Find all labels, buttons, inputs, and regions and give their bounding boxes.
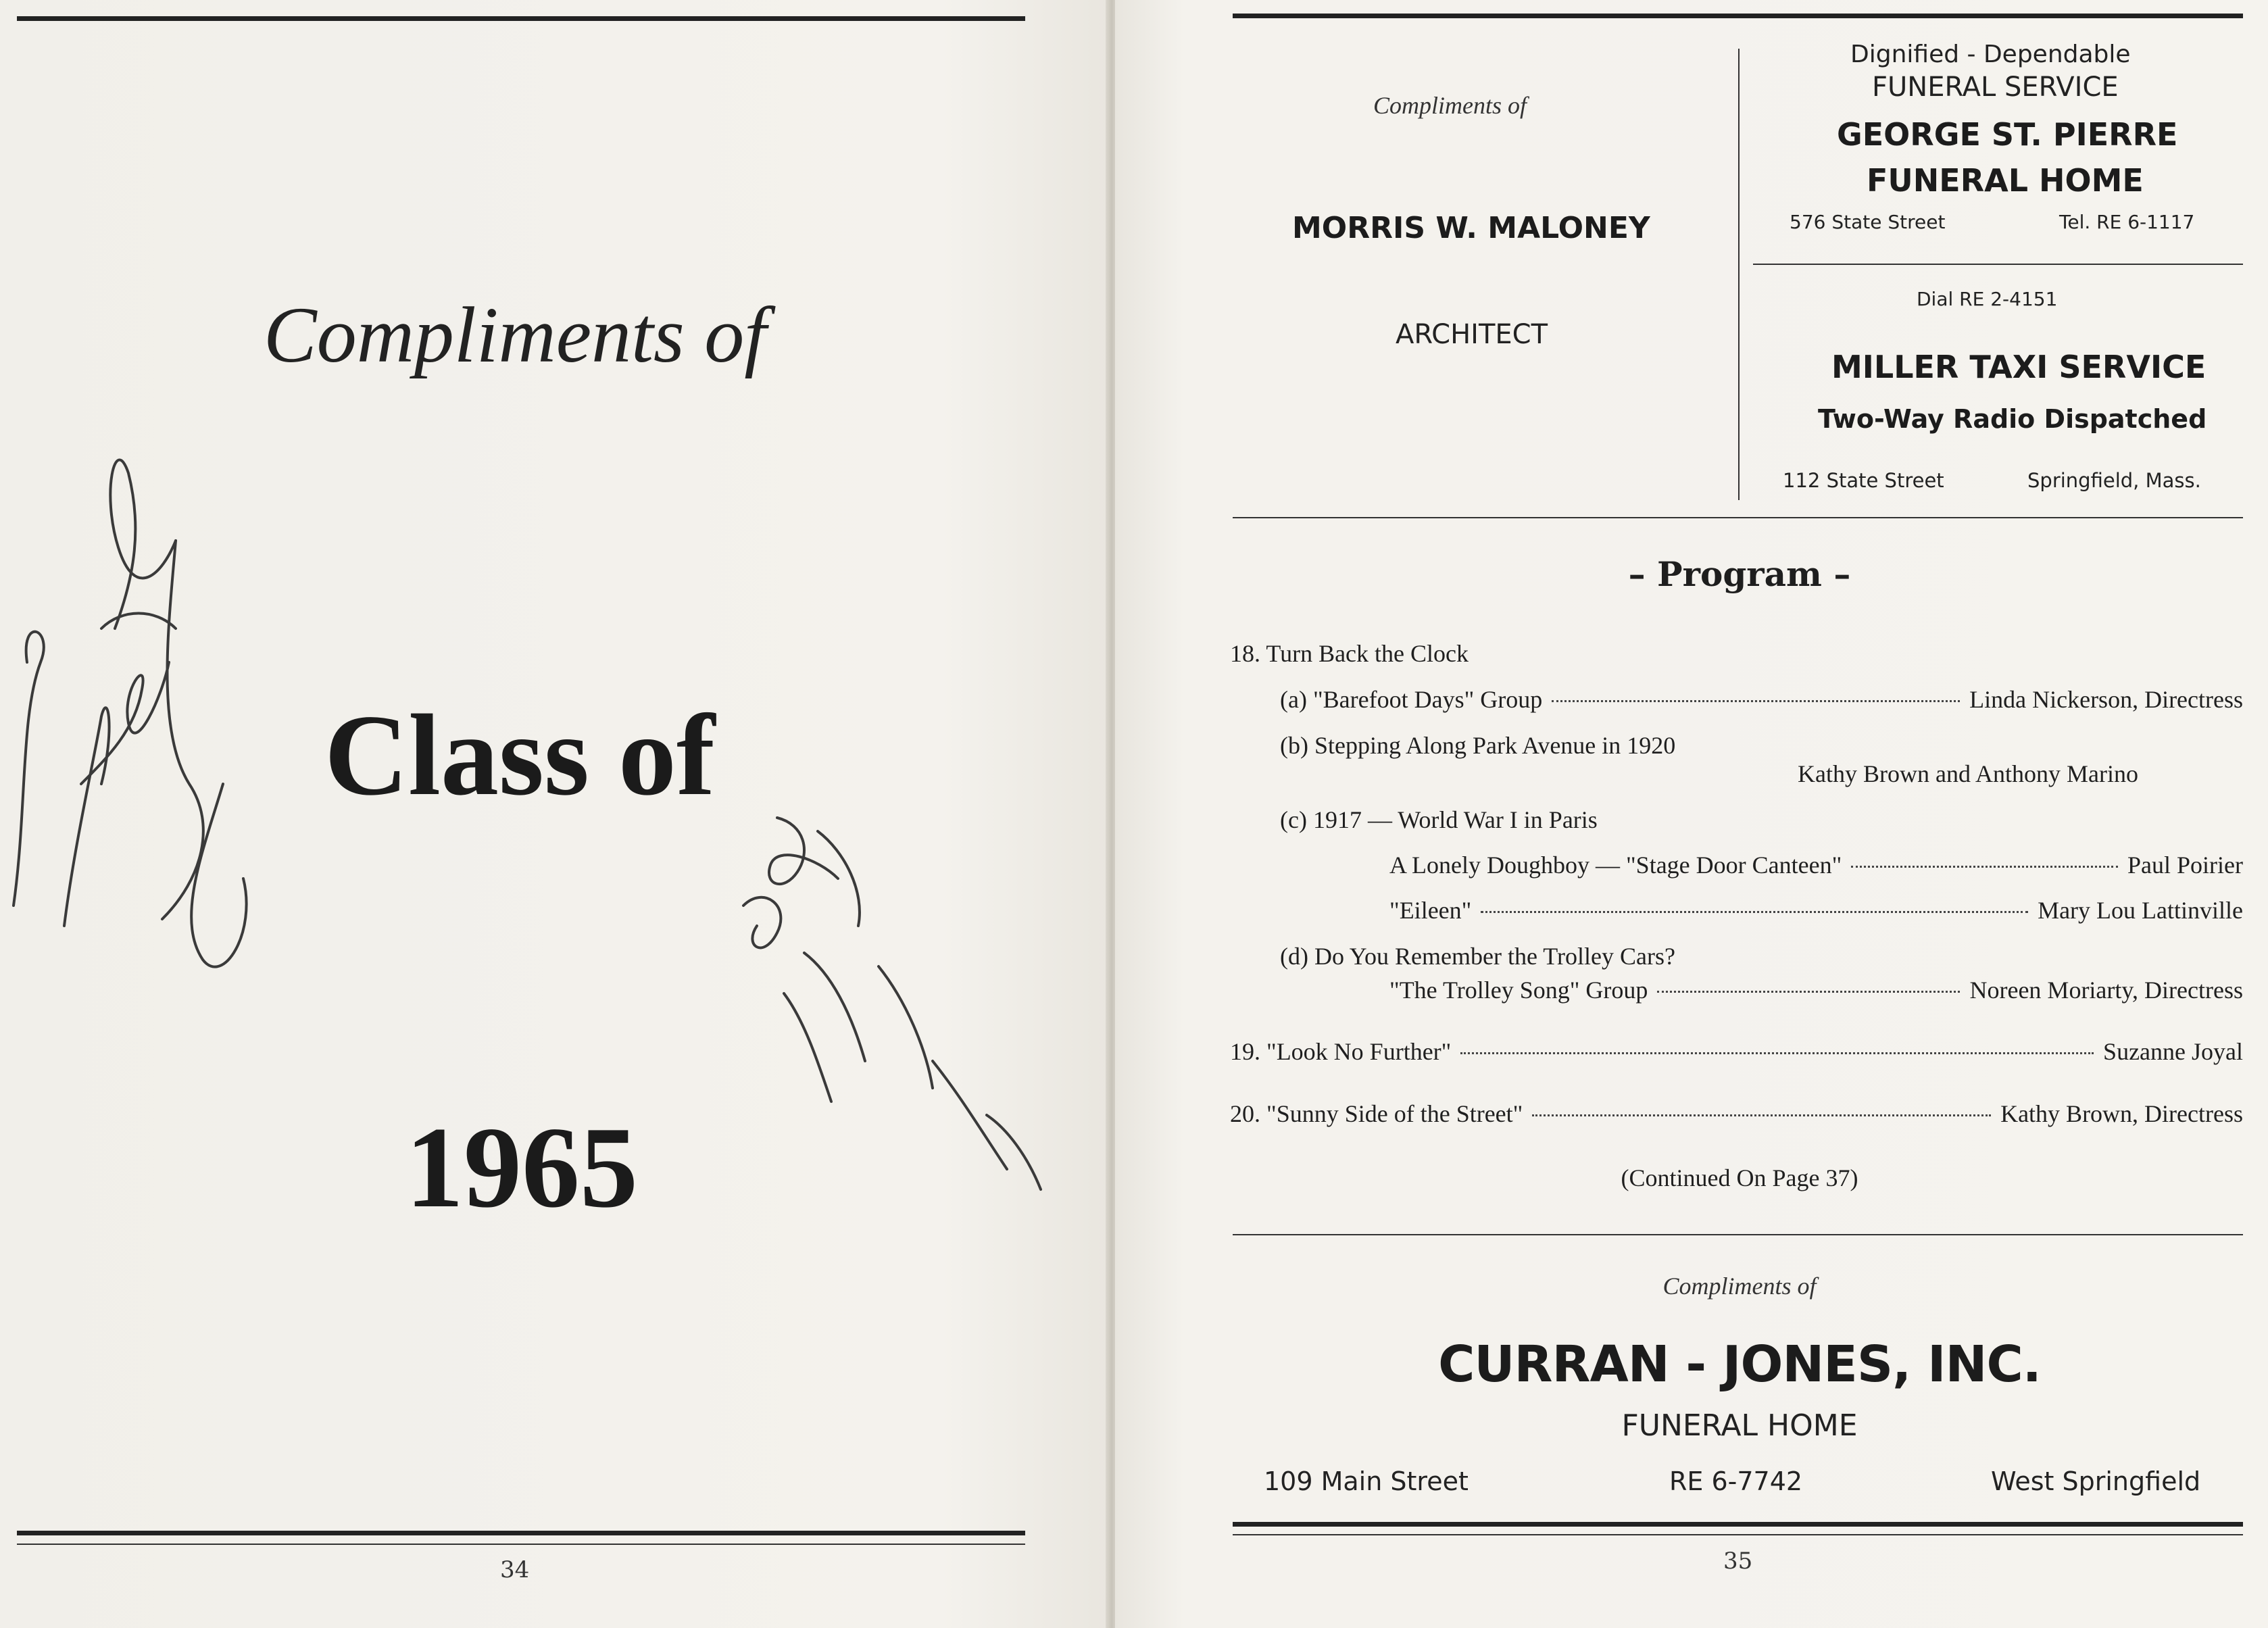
class-of-heading: Class of	[324, 691, 716, 820]
miller-name: MILLER TAXI SERVICE	[1831, 349, 2207, 385]
top-rule	[1233, 14, 2243, 18]
st-pierre-phone: Tel. RE 6-1117	[2059, 211, 2195, 233]
dot-leader	[1657, 991, 1960, 993]
program-item-performer: Linda Nickerson, Directress	[1969, 686, 2243, 713]
ad-separator	[1753, 264, 2243, 265]
program-item-18b-performer: Kathy Brown and Anthony Marino	[1798, 760, 2138, 787]
bottom-rule	[17, 1531, 1025, 1535]
program-item-18d-1	[1389, 976, 2243, 1004]
st-pierre-name-line1: GEORGE ST. PIERRE	[1837, 116, 2178, 153]
program-item-18b: (b) Stepping Along Park Avenue in 1920	[1280, 732, 1676, 759]
compliments-heading: Compliments of	[264, 291, 767, 379]
program-item-performer: Kathy Brown, Directress	[2000, 1100, 2243, 1127]
top-rule	[17, 16, 1025, 21]
program-item-performer: Noreen Moriarty, Directress	[1969, 977, 2243, 1004]
dot-leader	[1851, 866, 2118, 868]
curran-name: CURRAN - JONES, INC.	[1438, 1335, 2041, 1393]
maloney-title: ARCHITECT	[1396, 319, 1548, 350]
page-number: 34	[500, 1556, 530, 1583]
curran-compliments: Compliments of	[1662, 1273, 1817, 1300]
section-separator	[1233, 517, 2243, 518]
bottom-rule-thin	[17, 1544, 1025, 1545]
program-item-18c-1	[1389, 851, 2243, 879]
dot-leader	[1552, 700, 1960, 702]
program-item-20	[1230, 1100, 2243, 1128]
miller-tagline: Two-Way Radio Dispatched	[1818, 404, 2207, 434]
maloney-name: MORRIS W. MALONEY	[1292, 211, 1650, 245]
miller-city: Springfield, Mass.	[2027, 469, 2201, 492]
program-item-18c: (c) 1917 — World War I in Paris	[1280, 806, 1598, 833]
curran-phone: RE 6-7742	[1669, 1466, 1803, 1496]
maloney-compliments: Compliments of	[1373, 92, 1527, 119]
program-item-label: "The Trolley Song" Group	[1389, 977, 1648, 1004]
curran-city: West Springfield	[1991, 1466, 2201, 1496]
curran-address: 109 Main Street	[1264, 1466, 1469, 1496]
program-item-label: 20. "Sunny Side of the Street"	[1230, 1100, 1523, 1127]
program-item-performer: Paul Poirier	[2127, 852, 2243, 879]
right-page	[1115, 0, 2268, 1628]
dot-leader	[1460, 1052, 2094, 1054]
dot-leader	[1481, 911, 2028, 913]
dot-leader	[1532, 1114, 1991, 1116]
bottom-rule	[1233, 1522, 2243, 1527]
program-item-18c-2	[1389, 896, 2243, 924]
program-item-performer: Mary Lou Lattinville	[2038, 897, 2243, 924]
program-heading: – Program –	[1628, 554, 1851, 594]
year-heading: 1965	[405, 1104, 638, 1232]
autograph-kathy-signature	[0, 405, 284, 1014]
miller-address: 112 State Street	[1783, 469, 1944, 492]
program-item-performer: Suzanne Joyal	[2103, 1038, 2243, 1065]
program-item-18: 18. Turn Back the Clock	[1230, 640, 1469, 667]
autograph-pat-signature	[703, 777, 1081, 1237]
st-pierre-address: 576 State Street	[1790, 211, 1946, 233]
ad-divider	[1738, 49, 1740, 500]
st-pierre-service: FUNERAL SERVICE	[1872, 72, 2119, 103]
curran-type: FUNERAL HOME	[1621, 1408, 1858, 1443]
miller-dial: Dial RE 2-4151	[1917, 288, 2058, 310]
program-item-label: 19. "Look No Further"	[1230, 1038, 1452, 1065]
left-page	[0, 0, 1108, 1628]
program-item-label: (a) "Barefoot Days" Group	[1280, 686, 1543, 713]
st-pierre-tagline: Dignified - Dependable	[1850, 41, 2131, 68]
bottom-rule-thin	[1233, 1534, 2243, 1535]
bleed-through	[81, 1034, 104, 1060]
program-item-19	[1230, 1037, 2243, 1066]
program-continued-note: (Continued On Page 37)	[1621, 1164, 1858, 1191]
st-pierre-name-line2: FUNERAL HOME	[1867, 162, 2144, 199]
page-number: 35	[1723, 1548, 1753, 1575]
program-item-18d: (d) Do You Remember the Trolley Cars?	[1280, 943, 1675, 970]
section-separator	[1233, 1234, 2243, 1235]
program-item-label: A Lonely Doughboy — "Stage Door Canteen"	[1389, 852, 1842, 879]
program-item-18a	[1280, 685, 2243, 714]
program-item-label: "Eileen"	[1389, 897, 1472, 924]
